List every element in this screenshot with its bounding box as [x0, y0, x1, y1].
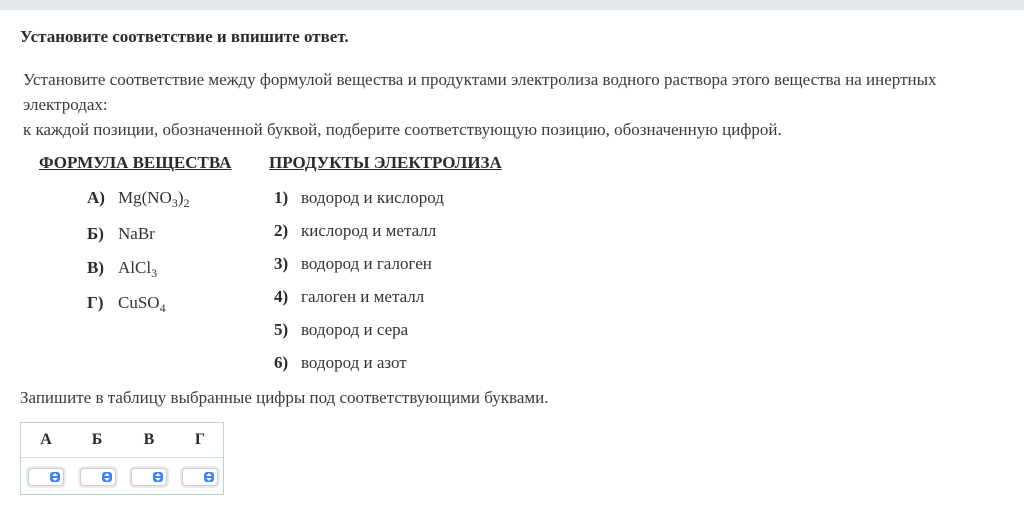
answer-header-b: Б: [91, 431, 103, 448]
product-number: 1): [274, 188, 289, 207]
task-heading: Установите соответствие и впишите ответ.: [20, 27, 349, 46]
formula-text: CuSO$_4$: [118, 293, 166, 315]
answer-select-g[interactable]: [182, 468, 218, 486]
formula-item-g: [87, 293, 166, 313]
answer-select-a[interactable]: [28, 468, 64, 486]
product-number: 4): [274, 287, 289, 306]
formula-letter: Б): [87, 224, 104, 243]
answer-header-v: В: [143, 431, 155, 448]
product-text: кислород и металл: [301, 221, 437, 240]
product-number: 6): [274, 353, 289, 372]
formula-item-a: [87, 188, 190, 208]
top-bar: [0, 0, 1024, 10]
product-text: водород и кислород: [301, 188, 444, 207]
products-column-header: ПРОДУКТЫ ЭЛЕКТРОЛИЗА: [269, 153, 502, 172]
select-arrows-icon: [50, 472, 60, 482]
answer-table: [20, 422, 224, 495]
formula-letter: В): [87, 258, 104, 277]
product-item-6: [274, 353, 407, 373]
formula-text: NaBr: [118, 224, 155, 243]
select-arrows-icon: [204, 472, 214, 482]
product-number: 3): [274, 254, 289, 273]
formula-item-v: [87, 258, 157, 278]
task-instruction-line: к каждой позиции, обозначенной буквой, подберите соответствующую позицию, обозначенную цифрой.: [23, 120, 782, 139]
select-arrows-icon: [153, 472, 163, 482]
answer-table-divider: [21, 457, 223, 458]
formula-text: $Mg(NO_3)_2$: [118, 188, 190, 210]
product-number: 5): [274, 320, 289, 339]
answer-header-a: А: [40, 431, 52, 448]
product-item-4: [274, 287, 424, 307]
product-number: 2): [274, 221, 289, 240]
answer-select-b[interactable]: [80, 468, 116, 486]
answer-select-v[interactable]: [131, 468, 167, 486]
answer-header-g: Г: [194, 431, 206, 448]
formula-letter: А): [87, 188, 105, 207]
formula-item-b: [87, 224, 155, 244]
task-description: Установите соответствие между формулой вещества и продуктами электролиза водного раствора этого вещества на инертных электродах:: [23, 70, 937, 114]
product-item-2: [274, 221, 436, 241]
formula-text: AlCl$_3$: [118, 258, 158, 280]
formula-letter: Г): [87, 293, 104, 312]
product-text: водород и азот: [301, 353, 407, 372]
answer-instruction: Запишите в таблицу выбранные цифры под соответствующими буквами.: [20, 388, 549, 407]
product-item-1: [274, 188, 444, 208]
select-arrows-icon: [102, 472, 112, 482]
product-text: галоген и металл: [301, 287, 425, 306]
product-text: водород и галоген: [301, 254, 432, 273]
product-item-5: [274, 320, 408, 340]
formula-column-header: ФОРМУЛА ВЕЩЕСТВА: [39, 153, 232, 172]
product-text: водород и сера: [301, 320, 409, 339]
product-item-3: [274, 254, 432, 274]
